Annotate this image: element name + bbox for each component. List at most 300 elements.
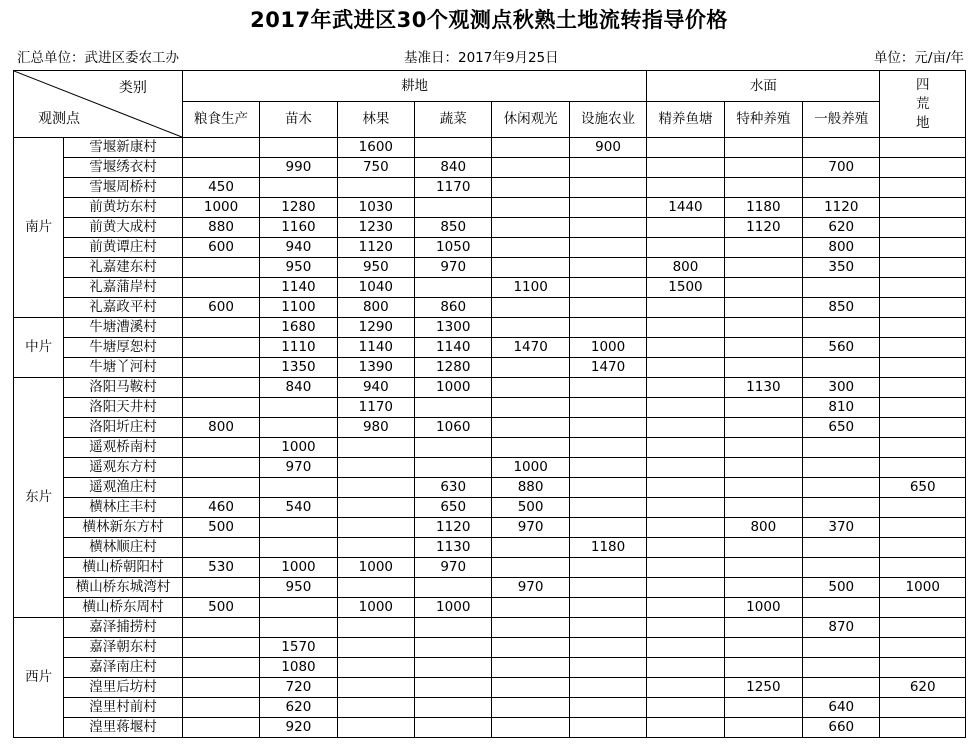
price-cell xyxy=(569,478,646,498)
price-cell: 1440 xyxy=(647,198,724,218)
price-cell xyxy=(880,138,966,158)
price-cell: 1080 xyxy=(260,658,337,678)
table-row xyxy=(14,178,966,198)
price-cell xyxy=(803,318,880,338)
price-cell xyxy=(569,518,646,538)
table-row xyxy=(14,258,966,278)
price-cell xyxy=(337,658,414,678)
price-cell xyxy=(647,378,724,398)
price-cell xyxy=(803,178,880,198)
price-cell xyxy=(647,498,724,518)
price-cell: 460 xyxy=(182,498,259,518)
village-cell: 湟里蒋堰村 xyxy=(64,718,183,738)
price-cell xyxy=(569,698,646,718)
price-cell xyxy=(803,478,880,498)
unit-label: 单位：元/亩/年 xyxy=(873,50,964,66)
price-cell xyxy=(647,698,724,718)
village-cell: 横林新东方村 xyxy=(64,518,183,538)
price-cell xyxy=(647,538,724,558)
table-row xyxy=(14,678,966,698)
village-cell: 湟里后坊村 xyxy=(64,678,183,698)
region-cell: 中片 xyxy=(14,318,64,378)
price-cell xyxy=(647,598,724,618)
group-header-farmland: 耕地 xyxy=(182,71,646,102)
price-cell xyxy=(724,478,802,498)
price-cell xyxy=(182,278,259,298)
village-cell: 雪堰绣衣村 xyxy=(64,158,183,178)
price-cell xyxy=(803,678,880,698)
price-cell xyxy=(569,278,646,298)
village-cell: 横林庄丰村 xyxy=(64,498,183,518)
price-cell: 950 xyxy=(260,258,337,278)
price-cell xyxy=(492,258,569,278)
price-cell xyxy=(647,338,724,358)
price-cell: 1600 xyxy=(337,138,414,158)
price-cell: 1000 xyxy=(492,458,569,478)
price-cell xyxy=(337,178,414,198)
price-cell xyxy=(260,618,337,638)
price-cell xyxy=(647,318,724,338)
price-cell xyxy=(492,378,569,398)
price-cell xyxy=(492,418,569,438)
price-cell: 1120 xyxy=(724,218,802,238)
price-cell xyxy=(415,138,492,158)
price-cell xyxy=(492,218,569,238)
village-cell: 洛阳天井村 xyxy=(64,398,183,418)
price-cell xyxy=(492,158,569,178)
table-row xyxy=(14,438,966,458)
price-cell: 660 xyxy=(803,718,880,738)
price-cell xyxy=(647,578,724,598)
price-cell: 600 xyxy=(182,298,259,318)
table-row xyxy=(14,418,966,438)
price-cell xyxy=(724,278,802,298)
price-cell xyxy=(337,698,414,718)
price-cell xyxy=(647,658,724,678)
price-cell xyxy=(492,178,569,198)
price-cell xyxy=(182,138,259,158)
price-cell xyxy=(647,478,724,498)
table-row xyxy=(14,478,966,498)
price-cell xyxy=(569,658,646,678)
price-cell: 1030 xyxy=(337,198,414,218)
price-cell: 1000 xyxy=(415,378,492,398)
price-cell: 700 xyxy=(803,158,880,178)
price-cell xyxy=(880,218,966,238)
column-header: 蔬菜 xyxy=(415,102,492,138)
price-cell: 370 xyxy=(803,518,880,538)
price-cell xyxy=(724,178,802,198)
price-cell xyxy=(415,618,492,638)
price-cell xyxy=(260,518,337,538)
price-cell: 640 xyxy=(803,698,880,718)
price-cell xyxy=(569,458,646,478)
price-cell xyxy=(182,638,259,658)
price-cell xyxy=(724,398,802,418)
village-cell: 横山桥东周村 xyxy=(64,598,183,618)
price-cell xyxy=(415,638,492,658)
table-row xyxy=(14,238,966,258)
village-cell: 前黄大成村 xyxy=(64,218,183,238)
price-cell: 1100 xyxy=(260,298,337,318)
table-row xyxy=(14,518,966,538)
table-row xyxy=(14,718,966,738)
price-cell xyxy=(647,398,724,418)
price-cell xyxy=(492,618,569,638)
village-cell: 横山桥朝阳村 xyxy=(64,558,183,578)
price-cell xyxy=(803,538,880,558)
price-cell xyxy=(569,678,646,698)
price-cell xyxy=(492,658,569,678)
price-cell: 1470 xyxy=(569,358,646,378)
table-row xyxy=(14,378,966,398)
point-label: 观测点 xyxy=(38,111,80,127)
price-cell xyxy=(647,178,724,198)
column-header: 苗木 xyxy=(260,102,337,138)
price-cell xyxy=(803,458,880,478)
table-row xyxy=(14,318,966,338)
price-cell xyxy=(569,558,646,578)
price-cell: 1110 xyxy=(260,338,337,358)
price-cell: 800 xyxy=(803,238,880,258)
column-header: 休闲观光 xyxy=(492,102,569,138)
price-cell xyxy=(182,338,259,358)
price-cell xyxy=(415,718,492,738)
group-header-water: 水面 xyxy=(647,71,880,102)
village-cell: 牛塘厚恕村 xyxy=(64,338,183,358)
price-cell xyxy=(803,438,880,458)
price-cell: 970 xyxy=(415,258,492,278)
table-row xyxy=(14,498,966,518)
base-date-label: 基准日：2017年9月25日 xyxy=(404,50,559,66)
price-cell xyxy=(260,538,337,558)
price-cell: 800 xyxy=(182,418,259,438)
price-cell xyxy=(337,458,414,478)
price-cell: 1130 xyxy=(415,538,492,558)
price-cell: 1140 xyxy=(337,338,414,358)
price-cell: 620 xyxy=(803,218,880,238)
price-cell xyxy=(182,718,259,738)
price-cell: 450 xyxy=(182,178,259,198)
table-row xyxy=(14,598,966,618)
price-cell xyxy=(724,158,802,178)
price-cell xyxy=(647,458,724,478)
price-cell xyxy=(647,558,724,578)
price-cell: 1000 xyxy=(260,438,337,458)
price-cell: 1000 xyxy=(415,598,492,618)
price-cell xyxy=(803,138,880,158)
price-cell xyxy=(880,718,966,738)
price-cell: 970 xyxy=(492,518,569,538)
price-cell: 850 xyxy=(803,298,880,318)
price-cell xyxy=(182,378,259,398)
price-cell: 1180 xyxy=(569,538,646,558)
region-cell: 西片 xyxy=(14,618,64,738)
price-cell xyxy=(647,138,724,158)
price-cell: 940 xyxy=(337,378,414,398)
price-cell: 500 xyxy=(803,578,880,598)
table-row xyxy=(14,558,966,578)
region-cell: 南片 xyxy=(14,138,64,318)
price-cell xyxy=(415,198,492,218)
price-cell xyxy=(492,638,569,658)
price-cell: 990 xyxy=(260,158,337,178)
price-cell xyxy=(724,258,802,278)
price-cell xyxy=(880,698,966,718)
price-cell: 1140 xyxy=(260,278,337,298)
price-cell: 1180 xyxy=(724,198,802,218)
price-cell: 300 xyxy=(803,378,880,398)
price-cell: 1120 xyxy=(803,198,880,218)
price-cell: 800 xyxy=(724,518,802,538)
price-cell xyxy=(415,458,492,478)
header-wasteland xyxy=(880,71,966,138)
price-cell xyxy=(880,338,966,358)
price-cell xyxy=(569,418,646,438)
price-cell xyxy=(260,398,337,418)
price-cell xyxy=(569,318,646,338)
price-cell xyxy=(724,538,802,558)
price-cell xyxy=(337,678,414,698)
price-cell xyxy=(880,398,966,418)
price-cell: 860 xyxy=(415,298,492,318)
price-cell xyxy=(260,478,337,498)
price-cell xyxy=(724,458,802,478)
village-cell: 遥观渔庄村 xyxy=(64,478,183,498)
table-row xyxy=(14,158,966,178)
price-cell xyxy=(182,538,259,558)
village-cell: 嘉泽南庄村 xyxy=(64,658,183,678)
price-cell: 1350 xyxy=(260,358,337,378)
price-cell xyxy=(647,678,724,698)
price-cell: 1040 xyxy=(337,278,414,298)
price-cell xyxy=(880,378,966,398)
price-cell xyxy=(647,158,724,178)
price-cell xyxy=(647,218,724,238)
price-cell xyxy=(492,198,569,218)
price-cell xyxy=(724,658,802,678)
price-cell: 620 xyxy=(880,678,966,698)
price-cell xyxy=(492,358,569,378)
price-cell: 900 xyxy=(569,138,646,158)
price-cell xyxy=(880,658,966,678)
price-cell xyxy=(182,398,259,418)
price-cell xyxy=(724,578,802,598)
price-cell xyxy=(569,598,646,618)
price-cell xyxy=(880,158,966,178)
price-cell xyxy=(880,598,966,618)
price-cell xyxy=(724,318,802,338)
price-cell: 840 xyxy=(260,378,337,398)
price-cell: 750 xyxy=(337,158,414,178)
village-cell: 洛阳圻庄村 xyxy=(64,418,183,438)
village-cell: 湟里村前村 xyxy=(64,698,183,718)
price-cell xyxy=(569,498,646,518)
price-cell: 840 xyxy=(415,158,492,178)
price-cell: 350 xyxy=(803,258,880,278)
table-row xyxy=(14,658,966,678)
price-cell xyxy=(569,258,646,278)
price-cell xyxy=(647,298,724,318)
price-cell: 1300 xyxy=(415,318,492,338)
price-cell xyxy=(647,638,724,658)
price-cell xyxy=(647,418,724,438)
price-cell xyxy=(880,418,966,438)
table-row xyxy=(14,578,966,598)
price-cell: 1000 xyxy=(569,338,646,358)
price-cell: 950 xyxy=(337,258,414,278)
price-cell xyxy=(647,518,724,538)
price-cell: 970 xyxy=(260,458,337,478)
price-cell: 980 xyxy=(337,418,414,438)
table-row xyxy=(14,398,966,418)
price-cell xyxy=(182,318,259,338)
price-cell xyxy=(803,638,880,658)
price-cell xyxy=(880,298,966,318)
column-header: 粮食生产 xyxy=(182,102,259,138)
price-cell xyxy=(337,578,414,598)
price-cell xyxy=(492,238,569,258)
price-cell xyxy=(880,178,966,198)
price-cell xyxy=(569,198,646,218)
price-cell xyxy=(492,398,569,418)
price-cell xyxy=(415,438,492,458)
price-cell: 500 xyxy=(182,518,259,538)
price-cell: 1280 xyxy=(260,198,337,218)
price-cell: 1500 xyxy=(647,278,724,298)
price-cell xyxy=(182,658,259,678)
price-cell xyxy=(569,178,646,198)
village-cell: 嘉泽捕捞村 xyxy=(64,618,183,638)
header-corner-cell xyxy=(14,71,183,138)
price-cell xyxy=(415,698,492,718)
price-cell xyxy=(492,718,569,738)
price-cell xyxy=(260,138,337,158)
price-cell: 950 xyxy=(260,578,337,598)
price-cell xyxy=(569,638,646,658)
village-cell: 礼嘉蒲岸村 xyxy=(64,278,183,298)
price-cell: 1170 xyxy=(337,398,414,418)
village-cell: 遥观东方村 xyxy=(64,458,183,478)
price-cell: 1170 xyxy=(415,178,492,198)
village-cell: 遥观桥南村 xyxy=(64,438,183,458)
price-cell xyxy=(337,498,414,518)
price-cell: 620 xyxy=(260,698,337,718)
price-cell xyxy=(182,258,259,278)
price-cell: 850 xyxy=(415,218,492,238)
price-cell xyxy=(260,178,337,198)
table-row xyxy=(14,458,966,478)
price-cell: 650 xyxy=(415,498,492,518)
category-label: 类别 xyxy=(118,80,147,96)
price-cell: 1140 xyxy=(415,338,492,358)
price-cell: 970 xyxy=(415,558,492,578)
price-cell xyxy=(880,318,966,338)
price-cell: 1120 xyxy=(337,238,414,258)
price-cell xyxy=(647,358,724,378)
village-cell: 雪堰周桥村 xyxy=(64,178,183,198)
price-cell: 1000 xyxy=(880,578,966,598)
table-row xyxy=(14,338,966,358)
price-cell xyxy=(880,498,966,518)
price-cell xyxy=(569,398,646,418)
price-cell xyxy=(880,438,966,458)
price-cell xyxy=(569,298,646,318)
price-cell xyxy=(803,498,880,518)
price-cell xyxy=(260,418,337,438)
price-cell xyxy=(803,598,880,618)
price-cell xyxy=(803,658,880,678)
price-cell: 630 xyxy=(415,478,492,498)
price-cell xyxy=(337,518,414,538)
price-cell: 1000 xyxy=(260,558,337,578)
price-cell xyxy=(724,298,802,318)
village-cell: 洛阳马鞍村 xyxy=(64,378,183,398)
price-cell xyxy=(724,418,802,438)
price-cell xyxy=(182,478,259,498)
price-cell: 1470 xyxy=(492,338,569,358)
table-row xyxy=(14,278,966,298)
price-cell: 1570 xyxy=(260,638,337,658)
price-cell xyxy=(182,358,259,378)
price-cell xyxy=(880,538,966,558)
village-cell: 前黄谭庄村 xyxy=(64,238,183,258)
price-cell xyxy=(724,698,802,718)
price-cell: 720 xyxy=(260,678,337,698)
price-cell xyxy=(337,538,414,558)
table-row xyxy=(14,698,966,718)
table-row xyxy=(14,538,966,558)
price-cell xyxy=(880,458,966,478)
price-cell xyxy=(337,718,414,738)
column-header: 一般养殖 xyxy=(803,102,880,138)
price-cell xyxy=(182,698,259,718)
price-cell xyxy=(724,338,802,358)
price-cell: 1120 xyxy=(415,518,492,538)
price-cell xyxy=(492,138,569,158)
price-cell xyxy=(569,718,646,738)
price-cell xyxy=(182,158,259,178)
price-cell xyxy=(492,678,569,698)
price-cell xyxy=(492,598,569,618)
price-cell: 1130 xyxy=(724,378,802,398)
village-cell: 横山桥东城湾村 xyxy=(64,578,183,598)
price-cell xyxy=(724,718,802,738)
price-cell xyxy=(803,358,880,378)
price-cell xyxy=(492,318,569,338)
price-cell: 1000 xyxy=(724,598,802,618)
price-cell xyxy=(880,518,966,538)
price-cell xyxy=(569,378,646,398)
table-row xyxy=(14,138,966,158)
table-row xyxy=(14,618,966,638)
wasteland-label: 四荒地 xyxy=(915,76,930,131)
price-cell: 1280 xyxy=(415,358,492,378)
page-title: 2017年武进区30个观测点秋熟土地流转指导价格 xyxy=(250,8,728,32)
table-row xyxy=(14,218,966,238)
price-cell xyxy=(569,238,646,258)
price-cell: 560 xyxy=(803,338,880,358)
village-cell: 雪堰新康村 xyxy=(64,138,183,158)
price-cell: 1060 xyxy=(415,418,492,438)
price-cell: 1680 xyxy=(260,318,337,338)
price-cell xyxy=(415,658,492,678)
column-header: 林果 xyxy=(337,102,414,138)
price-cell: 880 xyxy=(492,478,569,498)
price-cell xyxy=(260,598,337,618)
column-header: 特种养殖 xyxy=(724,102,802,138)
price-cell: 800 xyxy=(647,258,724,278)
